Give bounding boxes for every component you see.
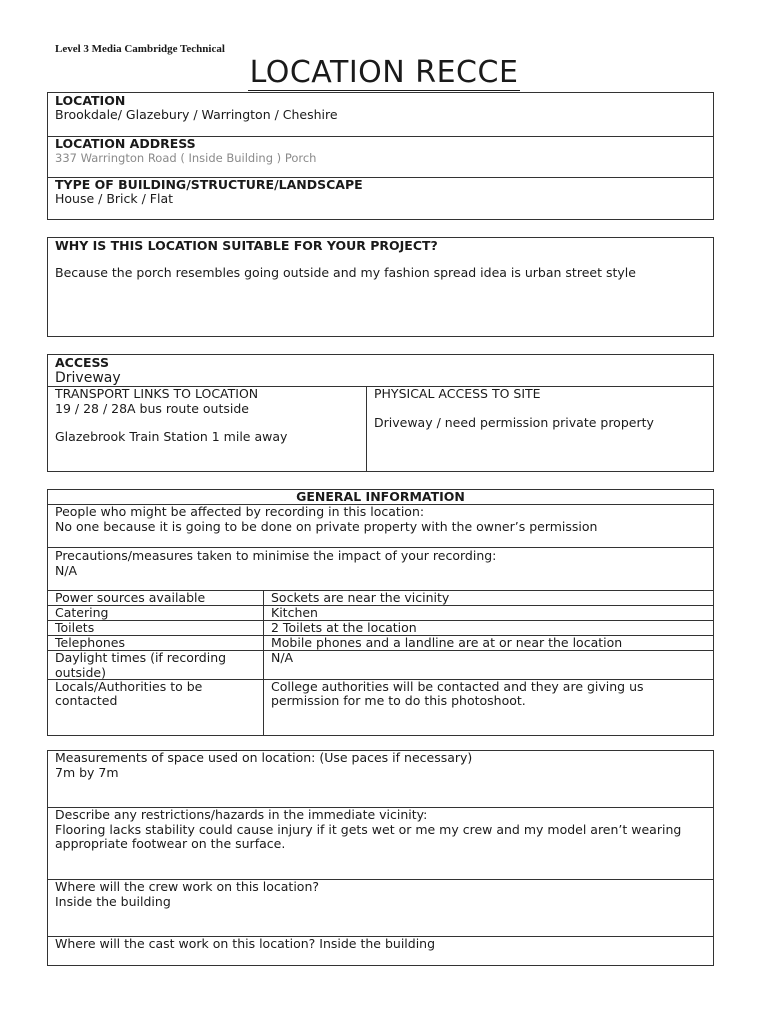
table-row [48, 591, 713, 606]
daylight-label: Daylight times (if recording outside) [55, 650, 227, 680]
crew-value: Inside the building [55, 893, 171, 909]
precautions-label: Precautions/measures taken to minimise the impact of your recording: [55, 548, 497, 563]
suitability-box [47, 237, 714, 337]
address-row [48, 137, 713, 178]
catering-label: Catering [55, 605, 109, 620]
telephones-value: Mobile phones and a landline are at or near the location [271, 635, 623, 650]
power-label: Power sources available [55, 590, 206, 605]
precautions-value: N/A [55, 562, 78, 578]
page-title-text: LOCATION RECCE [249, 55, 519, 90]
cast-row [48, 937, 713, 965]
affected-label: People who might be affected by recording in this location: [55, 504, 425, 519]
power-value: Sockets are near the vicinity [271, 590, 450, 605]
table-row [48, 636, 713, 651]
building-type-row [48, 178, 713, 220]
crew-label: Where will the crew work on this location? [55, 879, 320, 894]
daylight-value: N/A [271, 650, 294, 665]
hazards-value: Flooring lacks stability could cause injury if it gets wet or me my crew and my model aren’t wearing appropriate footwear on the surface. [55, 821, 686, 851]
general-info-box [47, 489, 714, 736]
crew-row [48, 880, 713, 937]
measurements-label: Measurements of space used on location: (Use paces if necessary) [55, 750, 473, 765]
location-row [48, 93, 713, 137]
address-value: 337 Warrington Road ( Inside Building ) Porch [55, 151, 317, 165]
access-row [48, 355, 713, 387]
transport-line-2: Glazebrook Train Station 1 mile away [55, 429, 288, 444]
location-label: LOCATION [55, 93, 126, 108]
measurements-row [48, 751, 713, 808]
toilets-value: 2 Toilets at the location [271, 620, 417, 635]
hazards-row [48, 808, 713, 880]
table-row [48, 651, 713, 680]
page-title [0, 55, 768, 90]
access-box [47, 354, 714, 472]
hazards-label: Describe any restrictions/hazards in the immediate vicinity: [55, 807, 428, 822]
location-value: Brookdale/ Glazebury / Warrington / Cheshire [55, 107, 338, 122]
physical-access-label: PHYSICAL ACCESS TO SITE [374, 386, 541, 401]
access-label: ACCESS [55, 355, 110, 370]
precautions-row [48, 548, 713, 591]
transport-line-1: 19 / 28 / 28A bus route outside [55, 400, 249, 416]
transport-cell [48, 387, 366, 471]
toilets-label: Toilets [55, 620, 95, 635]
suitability-value: Because the porch resembles going outside and my fashion spread idea is urban street style [55, 265, 636, 280]
transport-label: TRANSPORT LINKS TO LOCATION [55, 386, 259, 401]
table-row [48, 680, 713, 735]
physical-access-cell [367, 387, 713, 471]
catering-value: Kitchen [271, 605, 318, 620]
general-heading: GENERAL INFORMATION [296, 489, 465, 504]
location-box [47, 92, 714, 220]
cast-label: Where will the cast work on this location? Inside the building [55, 936, 436, 951]
address-label: LOCATION ADDRESS [55, 136, 196, 151]
course-label: Level 3 Media Cambridge Technical [55, 43, 225, 55]
building-type-value: House / Brick / Flat [55, 191, 174, 206]
access-value: Driveway [55, 370, 121, 386]
building-type-label: TYPE OF BUILDING/STRUCTURE/LANDSCAPE [55, 177, 363, 192]
space-box [47, 750, 714, 966]
affected-value: No one because it is going to be done on private property with the owner’s permission [55, 518, 598, 534]
measurements-value: 7m by 7m [55, 764, 119, 780]
table-row [48, 606, 713, 621]
suitability-label: WHY IS THIS LOCATION SUITABLE FOR YOUR PROJECT? [55, 238, 438, 253]
physical-access-value: Driveway / need permission private property [374, 414, 654, 430]
authorities-value: College authorities will be contacted and they are giving us permission for me to do this photoshoot. [271, 679, 644, 708]
authorities-label: Locals/Authorities to be contacted [55, 679, 203, 708]
telephones-label: Telephones [55, 635, 125, 650]
table-row [48, 621, 713, 636]
access-details-row [48, 387, 713, 471]
affected-row [48, 505, 713, 548]
general-heading-row [48, 490, 713, 505]
